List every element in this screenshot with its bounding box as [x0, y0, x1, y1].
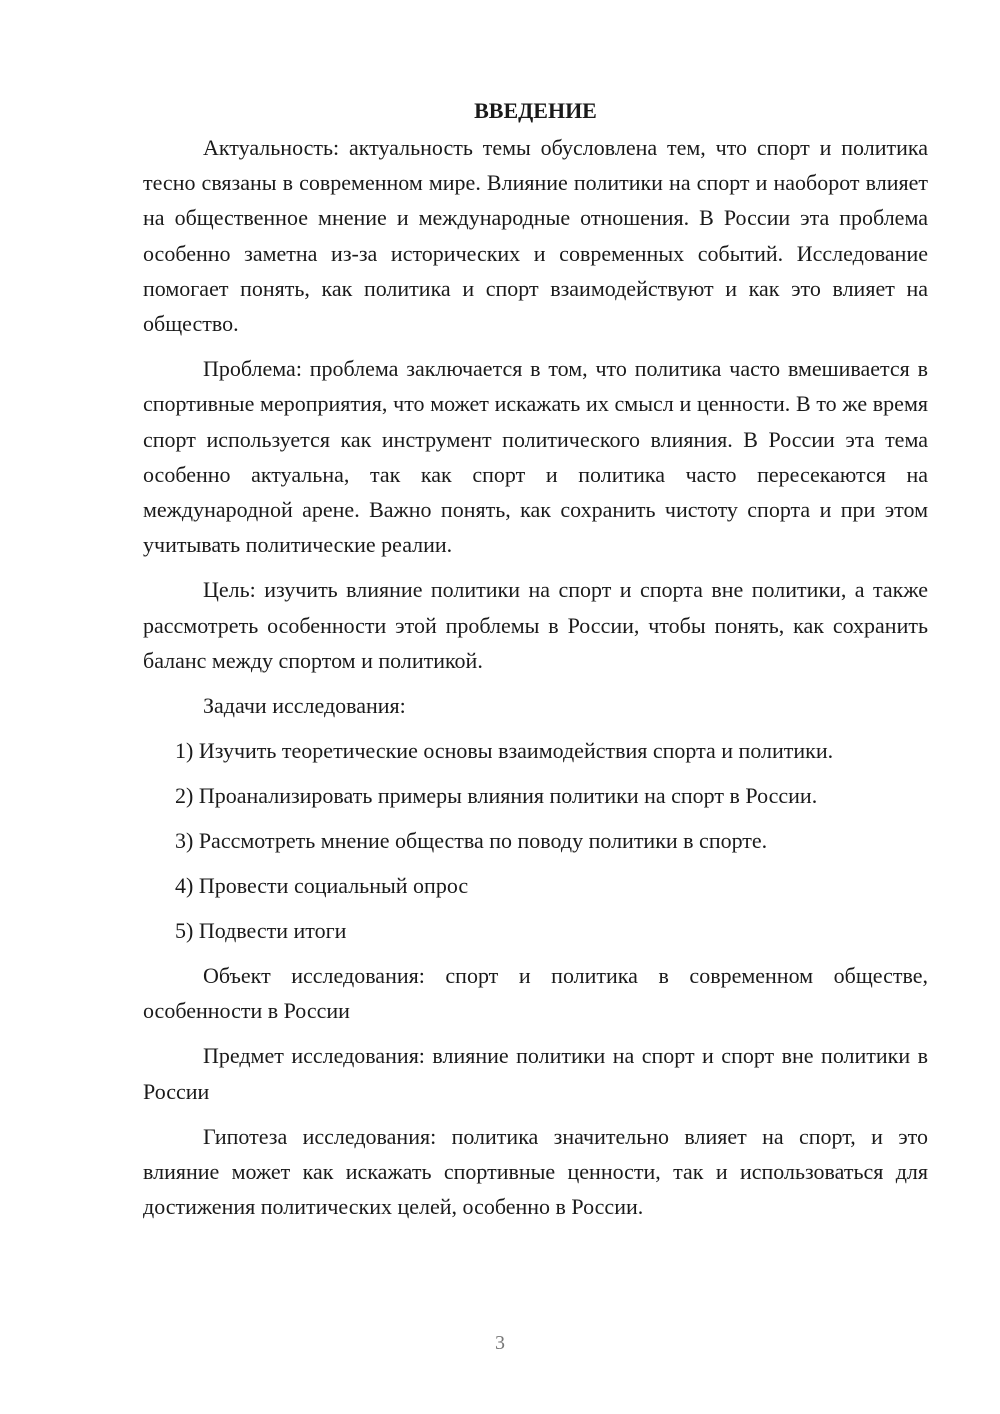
paragraph-relevance: Актуальность: актуальность темы обусловлена тем, что спорт и политика тесно связаны в современном мире. Влияние политики на спорт и наоборот влияет на общественное мнение и международные отношения. В России эта проблема особенно заметна из-за исторических и современных событий. Исследование помогает понять, как политика и спорт взаимодействуют и как это влияет на общество. [143, 135, 928, 337]
task-item: 2) Проанализировать примеры влияния политики на спорт в России. [175, 783, 818, 809]
task-item: 5) Подвести итоги [175, 918, 347, 944]
paragraph-hypothesis: Гипотеза исследования: политика значительно влияет на спорт, и это влияние может как искажать спортивные ценности, так и использоваться для достижения политических целей, особенно в России. [143, 1123, 928, 1220]
section-heading: ВВЕДЕНИЕ [474, 98, 597, 123]
task-item: 1) Изучить теоретические основы взаимодействия спорта и политики. [175, 738, 834, 764]
paragraph-subject: Предмет исследования: влияние политики на спорт и спорт вне политики в России [143, 1043, 928, 1104]
task-item: 3) Рассмотреть мнение общества по поводу политики в спорте. [175, 828, 768, 854]
paragraph-object: Объект исследования: спорт и политика в современном обществе, особенности в России [143, 963, 928, 1024]
tasks-title: Задачи исследования: [203, 693, 406, 719]
document-page [143, 96, 928, 1234]
paragraph-problem: Проблема: проблема заключается в том, что политика часто вмешивается в спортивные мероприятия, что может искажать их смысл и ценности. В то же время спорт используется как инструмент политического влияния. В России эта тема особенно актуальна, так как спорт и политика часто пересекаются на международной арене. Важно понять, как сохранить чистоту спорта и при этом учитывать политические реалии. [143, 356, 928, 558]
paragraph-goal: Цель: изучить влияние политики на спорт и спорта вне политики, а также рассмотреть особенности этой проблемы в России, чтобы понять, как сохранить баланс между спортом и политикой. [143, 577, 928, 673]
page-number: 3 [495, 1332, 505, 1354]
task-item: 4) Провести социальный опрос [175, 873, 469, 899]
